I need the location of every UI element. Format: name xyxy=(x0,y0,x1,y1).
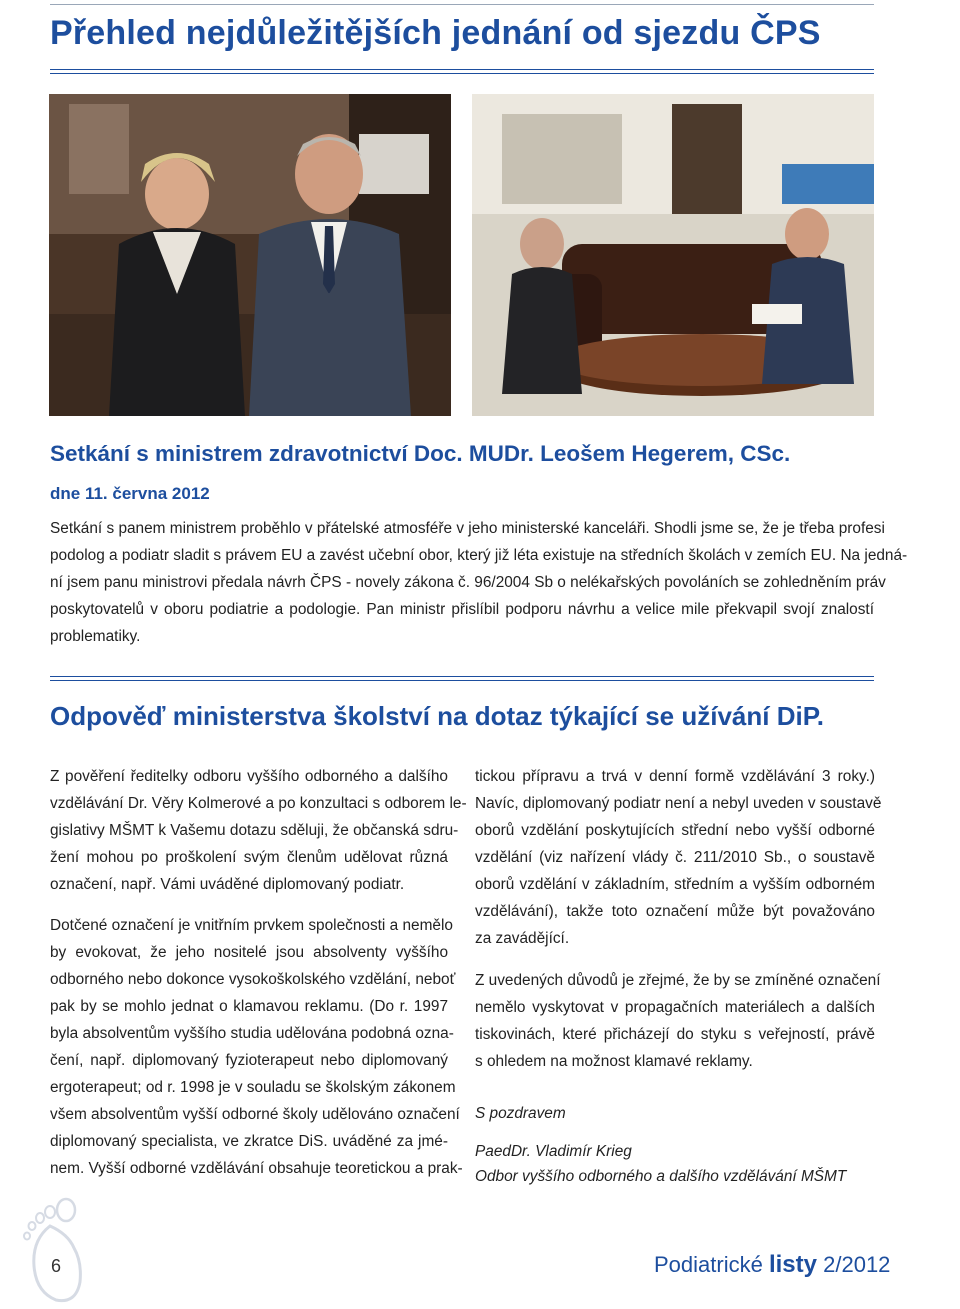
brand-name-bold: listy xyxy=(768,1251,817,1278)
top-rule xyxy=(50,4,874,5)
photo-minister-meeting-standing xyxy=(49,94,451,416)
paragraph-line: ergoterapeut; od r. 1998 je v souladu se školským zákonem xyxy=(50,1079,456,1096)
paragraph-line: oborů vzdělání v základním, středním a vyšším odborném xyxy=(475,876,875,893)
left-column-paragraph-1 xyxy=(50,763,467,898)
paragraph-line: vzdělávání), takže toto označení může být považováno xyxy=(475,903,875,920)
paragraph-line: za zavádějící. xyxy=(475,930,570,947)
paragraph-line: s ohledem na možnost klamavé reklamy. xyxy=(475,1053,753,1070)
paragraph-line: nem. Vyšší odborné vzdělávání obsahuje teoretickou a prak- xyxy=(50,1160,463,1177)
response-heading: Odpověď ministerstva školství na dotaz týkající se užívání DiP. xyxy=(50,701,824,731)
page-number: 6 xyxy=(51,1256,62,1276)
paragraph-line: Z pověření ředitelky odboru vyššího odborného a dalšího xyxy=(50,768,448,785)
paragraph-line: odborného nebo dokonce vysokoškolského vzdělání, neboť xyxy=(50,971,456,988)
paragraph-line: označení, např. Vámi uváděné diplomovaný podiatr. xyxy=(50,876,405,893)
paragraph-line: diplomovaný specialista, ve zkratce DiS. uváděné za jmé- xyxy=(50,1133,448,1150)
left-column-paragraph-2 xyxy=(50,912,463,1182)
closing-greeting: S pozdravem xyxy=(475,1105,566,1122)
paragraph-line: tiskovinách, které přicházejí do styku s veřejností, právě xyxy=(475,1026,875,1043)
meeting-date: dne 11. června 2012 xyxy=(50,484,210,503)
section-divider xyxy=(50,676,874,681)
paragraph-line: by evokovat, že jeho nositelé jsou absolventy vyššího xyxy=(50,944,448,961)
paragraph-line: vzdělání (viz nařízení vlády č. 211/2010 Sb., o soustavě xyxy=(475,849,875,866)
paragraph-line: vzdělávání Dr. Věry Kolmerové a po konzultaci s odborem le- xyxy=(50,795,467,812)
paragraph-line: čení, např. diplomovaný fyzioterapeut nebo diplomovaný xyxy=(50,1052,448,1069)
paragraph-line: Setkání s panem ministrem proběhlo v přátelské atmosféře v jeho ministerské kanceláři. Shodli jsme se, že je třeba profesi xyxy=(50,520,885,537)
paragraph-line: byla absolventům vyššího studia udělována podobná ozna- xyxy=(50,1025,454,1042)
paragraph-line: žení mohou po proškolení svým členům udělovat různá xyxy=(50,849,448,866)
signature-title: Odbor vyššího odborného a dalšího vzdělávání MŠMT xyxy=(475,1168,847,1185)
brand-name: Podiatrické xyxy=(654,1252,763,1277)
meeting-heading: Setkání s ministrem zdravotnictví Doc. MUDr. Leošem Hegerem, CSc. xyxy=(50,441,791,466)
signature-name: PaedDr. Vladimír Krieg xyxy=(475,1143,632,1160)
page-title: Přehled nejdůležitějších jednání od sjezdu ČPS xyxy=(50,14,821,52)
photo-minister-meeting-seated xyxy=(472,94,874,416)
paragraph-line: poskytovatelů v oboru podiatrie a podologie. Pan ministr přislíbil podporu návrhu a velice mile překvapil svojí znalostí xyxy=(50,601,874,618)
paragraph-line: podolog a podiatr sladit s právem EU a zavést učební obor, který již léta existuje na středních školách v zemích EU. Na jedná- xyxy=(50,547,908,564)
paragraph-line: ní jsem panu ministrovi předala návrh ČPS - novely zákona č. 96/2004 Sb o nelékařských povoláních se zohledněním práv xyxy=(50,574,886,591)
right-column-paragraph-1 xyxy=(475,763,882,952)
paragraph-line: Navíc, diplomovaný podiatr není a nebyl uveden v soustavě xyxy=(475,795,882,812)
paragraph-line: problematiky. xyxy=(50,628,141,645)
issue-number: 2/2012 xyxy=(823,1252,891,1277)
right-column-paragraph-2 xyxy=(475,967,881,1075)
meeting-paragraph xyxy=(50,515,908,650)
footprint-icon xyxy=(20,1196,100,1304)
title-underline xyxy=(50,69,874,74)
paragraph-line: Dotčené označení je vnitřním prvkem společnosti a nemělo xyxy=(50,917,453,934)
paragraph-line: nemělo vyskytovat v propagačních materiálech a dalších xyxy=(475,999,875,1016)
paragraph-line: pak by se mohlo jednat o klamavou reklamu. (Do r. 1997 xyxy=(50,998,448,1015)
footer-brand xyxy=(654,1251,890,1279)
paragraph-line: všem absolventům vyšší odborné školy udělováno označení xyxy=(50,1106,460,1123)
paragraph-line: tickou přípravu a trvá v denní formě vzdělávání 3 roky.) xyxy=(475,768,875,785)
paragraph-line: oborů vzdělání poskytujících střední nebo vyšší odborné xyxy=(475,822,875,839)
paragraph-line: Z uvedených důvodů je zřejmé, že by se zmíněné označení xyxy=(475,972,881,989)
paragraph-line: gislativy MŠMT k Vašemu dotazu sděluji, že občanská sdru- xyxy=(50,822,459,839)
